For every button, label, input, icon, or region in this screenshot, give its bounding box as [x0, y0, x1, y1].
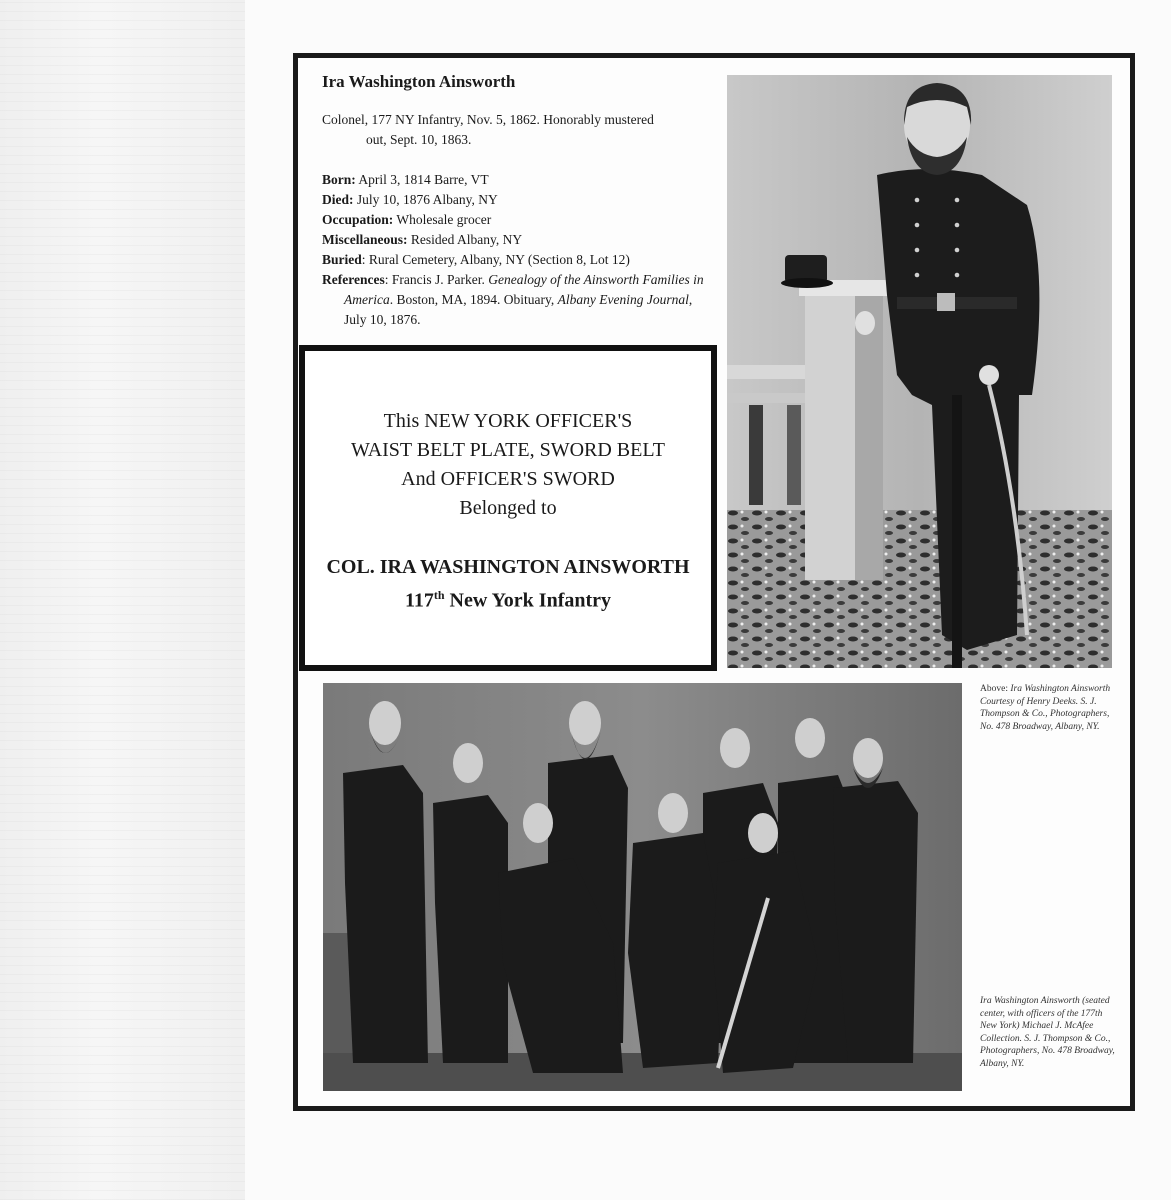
references-text-2: . Boston, MA, 1894. Obituary,: [389, 292, 558, 307]
scan-artifact-lines: [0, 0, 245, 1200]
references-title-2: Albany Evening Journal: [557, 292, 689, 307]
portrait-caption: [980, 683, 1112, 733]
group-photo-image: [323, 683, 962, 1091]
bio-miscellaneous: [322, 230, 717, 250]
callout-line-1: This NEW YORK OFFICER'S: [383, 410, 633, 432]
callout-line-2: WAIST BELT PLATE, SWORD BELT: [351, 439, 665, 461]
callout-line-3: And OFFICER'S SWORD: [401, 468, 615, 490]
occupation-label: Occupation:: [322, 212, 394, 227]
buried-label: Buried: [322, 252, 362, 267]
unit-suffix: th: [433, 588, 445, 602]
references-title-1: Genealogy of the Ainsworth Families in America: [344, 272, 704, 307]
group-photograph: [323, 683, 962, 1091]
portrait-photograph: [727, 75, 1112, 668]
caption-above-label: Above:: [980, 684, 1008, 694]
bio-buried: [322, 250, 717, 270]
provenance-callout-box: [299, 345, 717, 671]
service-line-2: out, Sept. 10, 1863.: [366, 132, 472, 147]
born-value: April 3, 1814 Barre, VT: [355, 172, 489, 187]
caption-above-credit: Courtesy of Henry Deeks. S. J. Thompson & Co., Photographers, No. 478 Broadway, Albany, NY.: [980, 696, 1110, 732]
bio-occupation: [322, 210, 717, 230]
born-label: Born:: [322, 172, 356, 187]
callout-colonel-name: COL. IRA WASHINGTON AINSWORTH: [326, 556, 690, 578]
bio-born: [322, 170, 717, 190]
service-line-1: Colonel, 177 NY Infantry, Nov. 5, 1862. Honorably mustered: [322, 112, 654, 127]
references-label: References: [322, 272, 385, 287]
callout-line-4: Belonged to: [459, 497, 557, 519]
died-label: Died:: [322, 192, 354, 207]
bio-name-heading: Ira Washington Ainsworth: [322, 72, 516, 91]
caption-group-text: Ira Washington Ainsworth (seated center, with officers of the 177th New York) Michael J. McAfee Collection. S. J. Thompson & Co., Photographers, No. 478 Broadway, Albany, NY.: [980, 996, 1115, 1069]
callout-unit: [305, 581, 711, 615]
references-text-3: , July 10, 1876.: [344, 292, 693, 327]
occupation-value: Wholesale grocer: [393, 212, 492, 227]
portrait-photo-image: [727, 75, 1112, 668]
bio-died: [322, 190, 717, 210]
died-value: July 10, 1876 Albany, NY: [353, 192, 498, 207]
references-text-1: : Francis J. Parker.: [384, 272, 489, 287]
bio-references: [322, 270, 717, 330]
bio-service-record: [322, 110, 717, 150]
biography-block: [322, 72, 717, 330]
misc-value: Resided Albany, NY: [407, 232, 523, 247]
unit-number: 117: [404, 589, 434, 612]
misc-label: Miscellaneous:: [322, 232, 408, 247]
group-photo-caption: [980, 995, 1115, 1070]
buried-value: : Rural Cemetery, Albany, NY (Section 8, Lot 12): [361, 252, 630, 267]
unit-name: New York Infantry: [444, 589, 612, 612]
caption-above-name: Ira Washington Ainsworth: [1007, 684, 1111, 694]
